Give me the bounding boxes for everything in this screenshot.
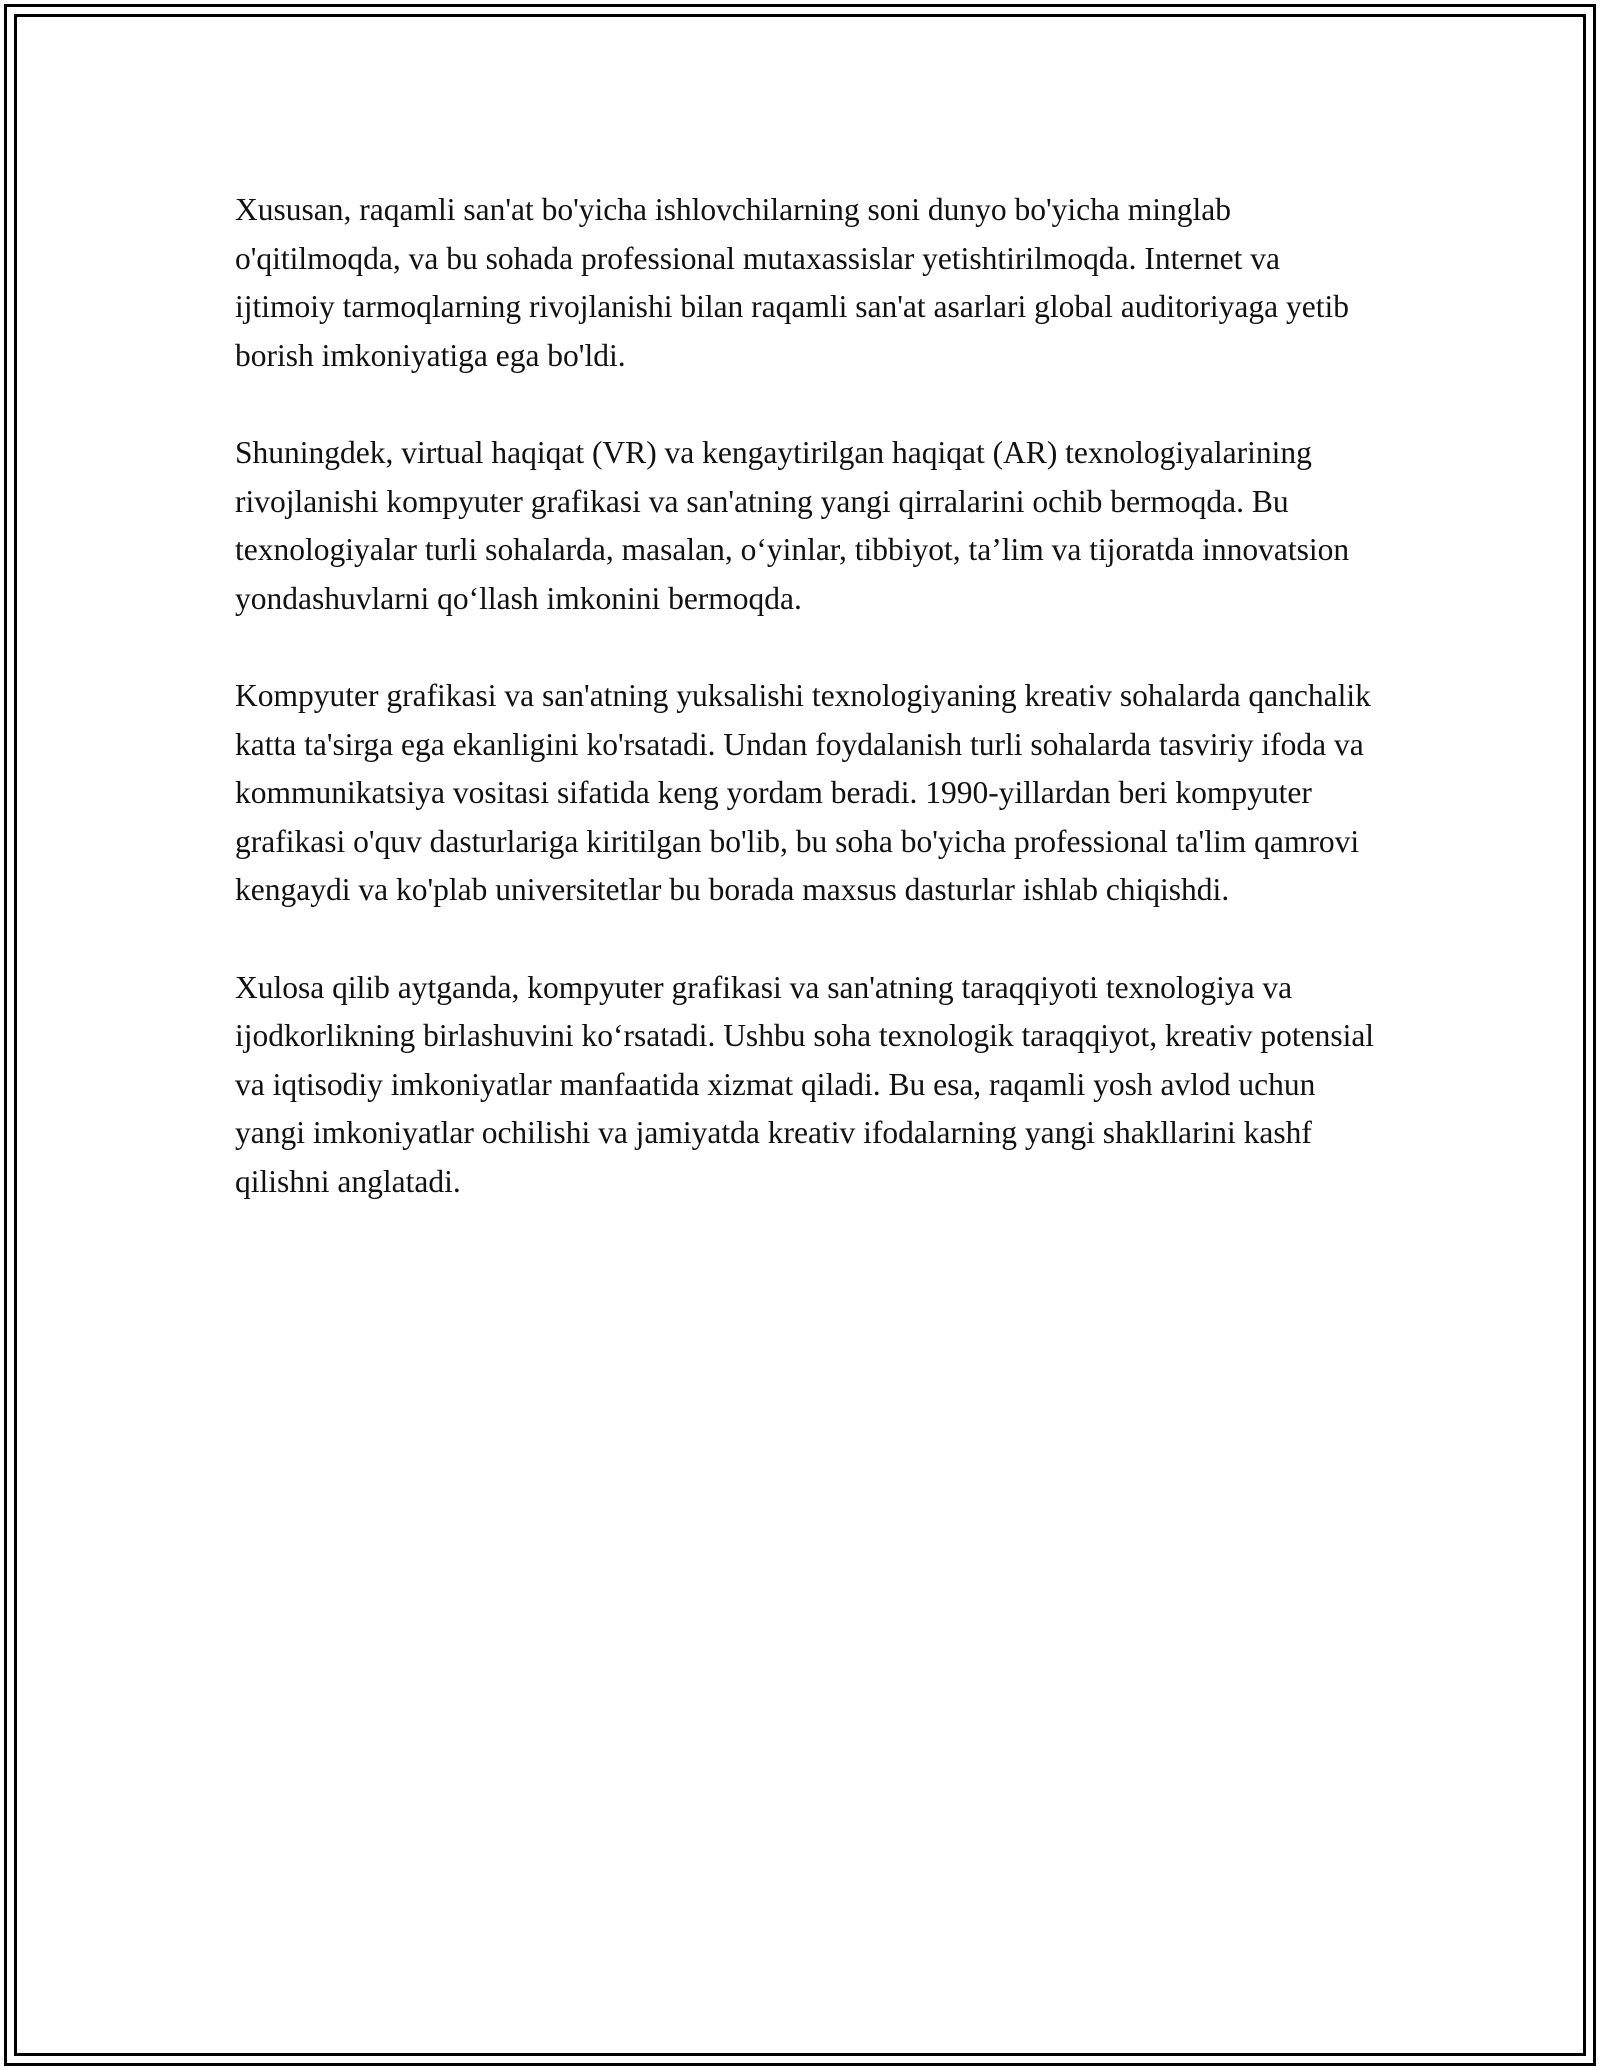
paragraph-4: Xulosa qilib aytganda, kompyuter grafikasi va san'atning taraqqiyoti texnologiya va ijodkorlikning birlashuvini ko‘rsatadi. Ushbu soha texnologik taraqqiyot, kreativ potensial va iqtisodiy imkoniyatlar manfaatida xizmat qiladi. Bu esa, raqamli yosh avlod uchun yangi imkoniyatlar ochilishi va jamiyatda kreativ ifodalarning yangi shakllarini kashf qilishni anglatadi. — [235, 969, 1375, 1199]
paragraph-1: Xususan, raqamli san'at bo'yicha ishlovchilarning soni dunyo bo'yicha minglab o'qitilmoqda, va bu sohada professional mutaxassislar yetishtirilmoqda. Internet va ijtimoiy tarmoqlarning rivojlanishi bilan raqamli san'at asarlari global auditoriyaga yetib borish imkoniyatiga ega bo'ldi. — [235, 192, 1350, 373]
paragraph-2: Shuningdek, virtual haqiqat (VR) va kengaytirilgan haqiqat (AR) texnologiyalarining rivojlanishi kompyuter grafikasi va san'atning yangi qirralarini ochib bermoqda. Bu texnologiyalar turli sohalarda, masalan, o‘yinlar, tibbiyot, ta’lim va tijoratda innovatsion yondashuvlarni qo‘llash imkonini bermoqda. — [235, 435, 1350, 616]
paragraph-3: Kompyuter grafikasi va san'atning yuksalishi texnologiyaning kreativ sohalarda qanchalik katta ta'sirga ega ekanligini ko'rsatadi. Undan foydalanish turli sohalarda tasviriy ifoda va kommunikatsiya vositasi sifatida keng yordam beradi. 1990-yillardan beri kompyuter grafikasi o'quv dasturlariga kiritilgan bo'lib, bu soha bo'yicha professional ta'lim qamrovi kengaydi va ko'plab universitetlar bu borada maxsus dasturlar ishlab chiqishdi. — [235, 678, 1371, 907]
document-body — [235, 186, 1385, 1255]
